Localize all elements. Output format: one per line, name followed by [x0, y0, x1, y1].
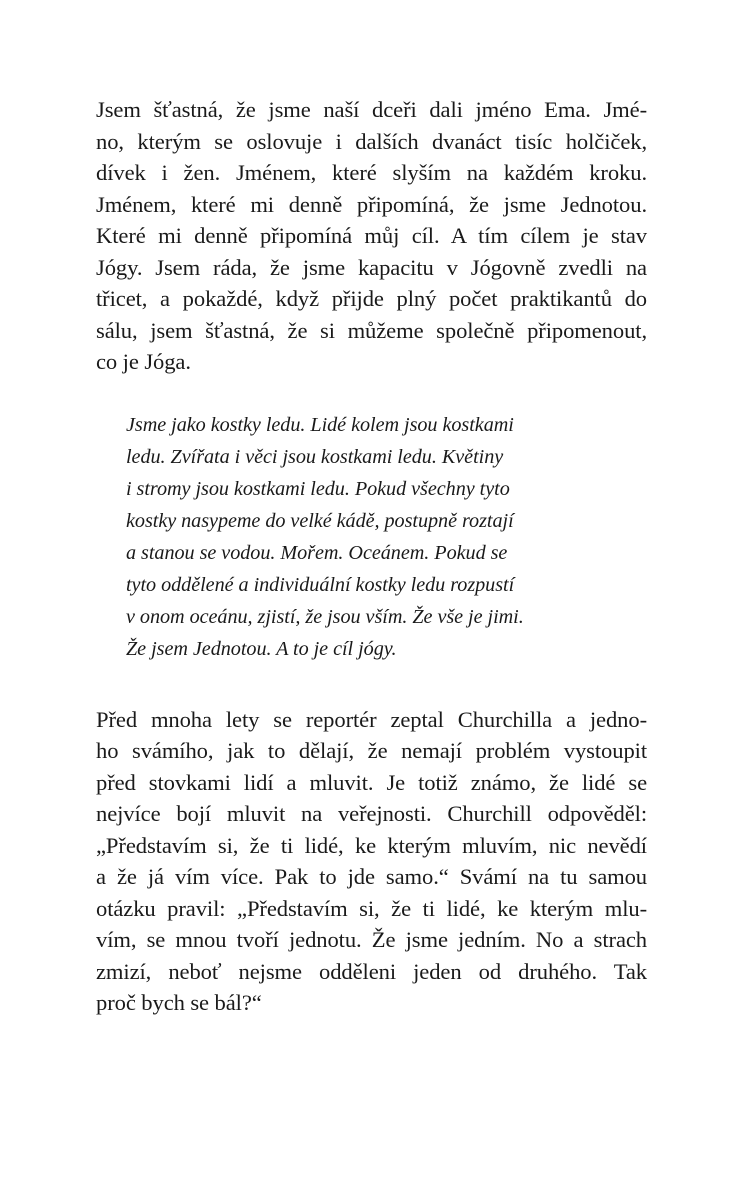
text-line: ho svámího, jak to dělají, že nemají problém vystoupit	[96, 738, 647, 763]
text-line: Které mi denně připomíná můj cíl. A tím cílem je stav	[96, 223, 647, 248]
text-line: třicet, a pokaždé, když přijde plný počet praktikantů do	[96, 286, 647, 311]
text-line: zmizí, neboť nejsme odděleni jeden od druhého. Tak	[96, 958, 647, 984]
text-line: „Představím si, že ti lidé, ke kterým mluvím, nic nevědí	[96, 832, 647, 858]
quote-line: i stromy jsou kostkami ledu. Pokud všechny tyto	[126, 477, 510, 500]
text-line: Jsem šťastná, že jsme naší dceři dali jméno Ema. Jmé-	[96, 97, 647, 122]
quote-line: a stanou se vodou. Mořem. Oceánem. Pokud se	[126, 541, 508, 564]
text-line: sálu, jsem šťastná, že si můžeme společně připomenout,	[96, 317, 647, 343]
text-line: Před mnoha lety se reportér zeptal Churchilla a jedno-	[96, 706, 647, 732]
text-line: co je Jóga.	[96, 349, 191, 374]
text-line: vím, se mnou tvoří jednotu. Že jsme jedním. No a strach	[96, 927, 647, 952]
text-line: Jógy. Jsem ráda, že jsme kapacitu v Jógovně zvedli na	[96, 254, 647, 280]
text-line: nejvíce bojí mluvit na veřejnosti. Churchill odpověděl:	[96, 801, 647, 826]
book-page	[96, 94, 647, 1019]
text-line: před stovkami lidí a mluvit. Je totiž známo, že lidé se	[96, 769, 647, 795]
text-line: a že já vím více. Pak to jde samo.“ Svámí na tu samou	[96, 864, 647, 889]
text-line: Jménem, které mi denně připomíná, že jsme Jednotou.	[96, 191, 647, 217]
quote-line: tyto oddělené a individuální kostky ledu rozpustí	[126, 573, 515, 596]
ice-cubes-quote	[96, 409, 604, 665]
quote-line: ledu. Zvířata i věci jsou kostkami ledu. Květiny	[126, 445, 504, 468]
text-line: proč bych se bál?“	[96, 990, 262, 1015]
quote-line: kostky nasypeme do velké kádě, postupně roztají	[126, 509, 514, 532]
text-line: dívek i žen. Jménem, které slyším na každém kroku.	[96, 160, 647, 185]
text-line: no, kterým se oslovuje i dalších dvanáct tisíc holčiček,	[96, 128, 647, 154]
paragraph-churchill	[96, 704, 647, 1019]
text-line: otázku pravil: „Představím si, že ti lidé, ke kterým mlu-	[96, 895, 647, 921]
quote-line: Že jsem Jednotou. A to je cíl jógy.	[126, 637, 397, 660]
paragraph-ema	[96, 94, 647, 378]
quote-line: Jsme jako kostky ledu. Lidé kolem jsou kostkami	[126, 413, 514, 436]
quote-line: v onom oceánu, zjistí, že jsou vším. Že vše je jimi.	[126, 605, 524, 628]
